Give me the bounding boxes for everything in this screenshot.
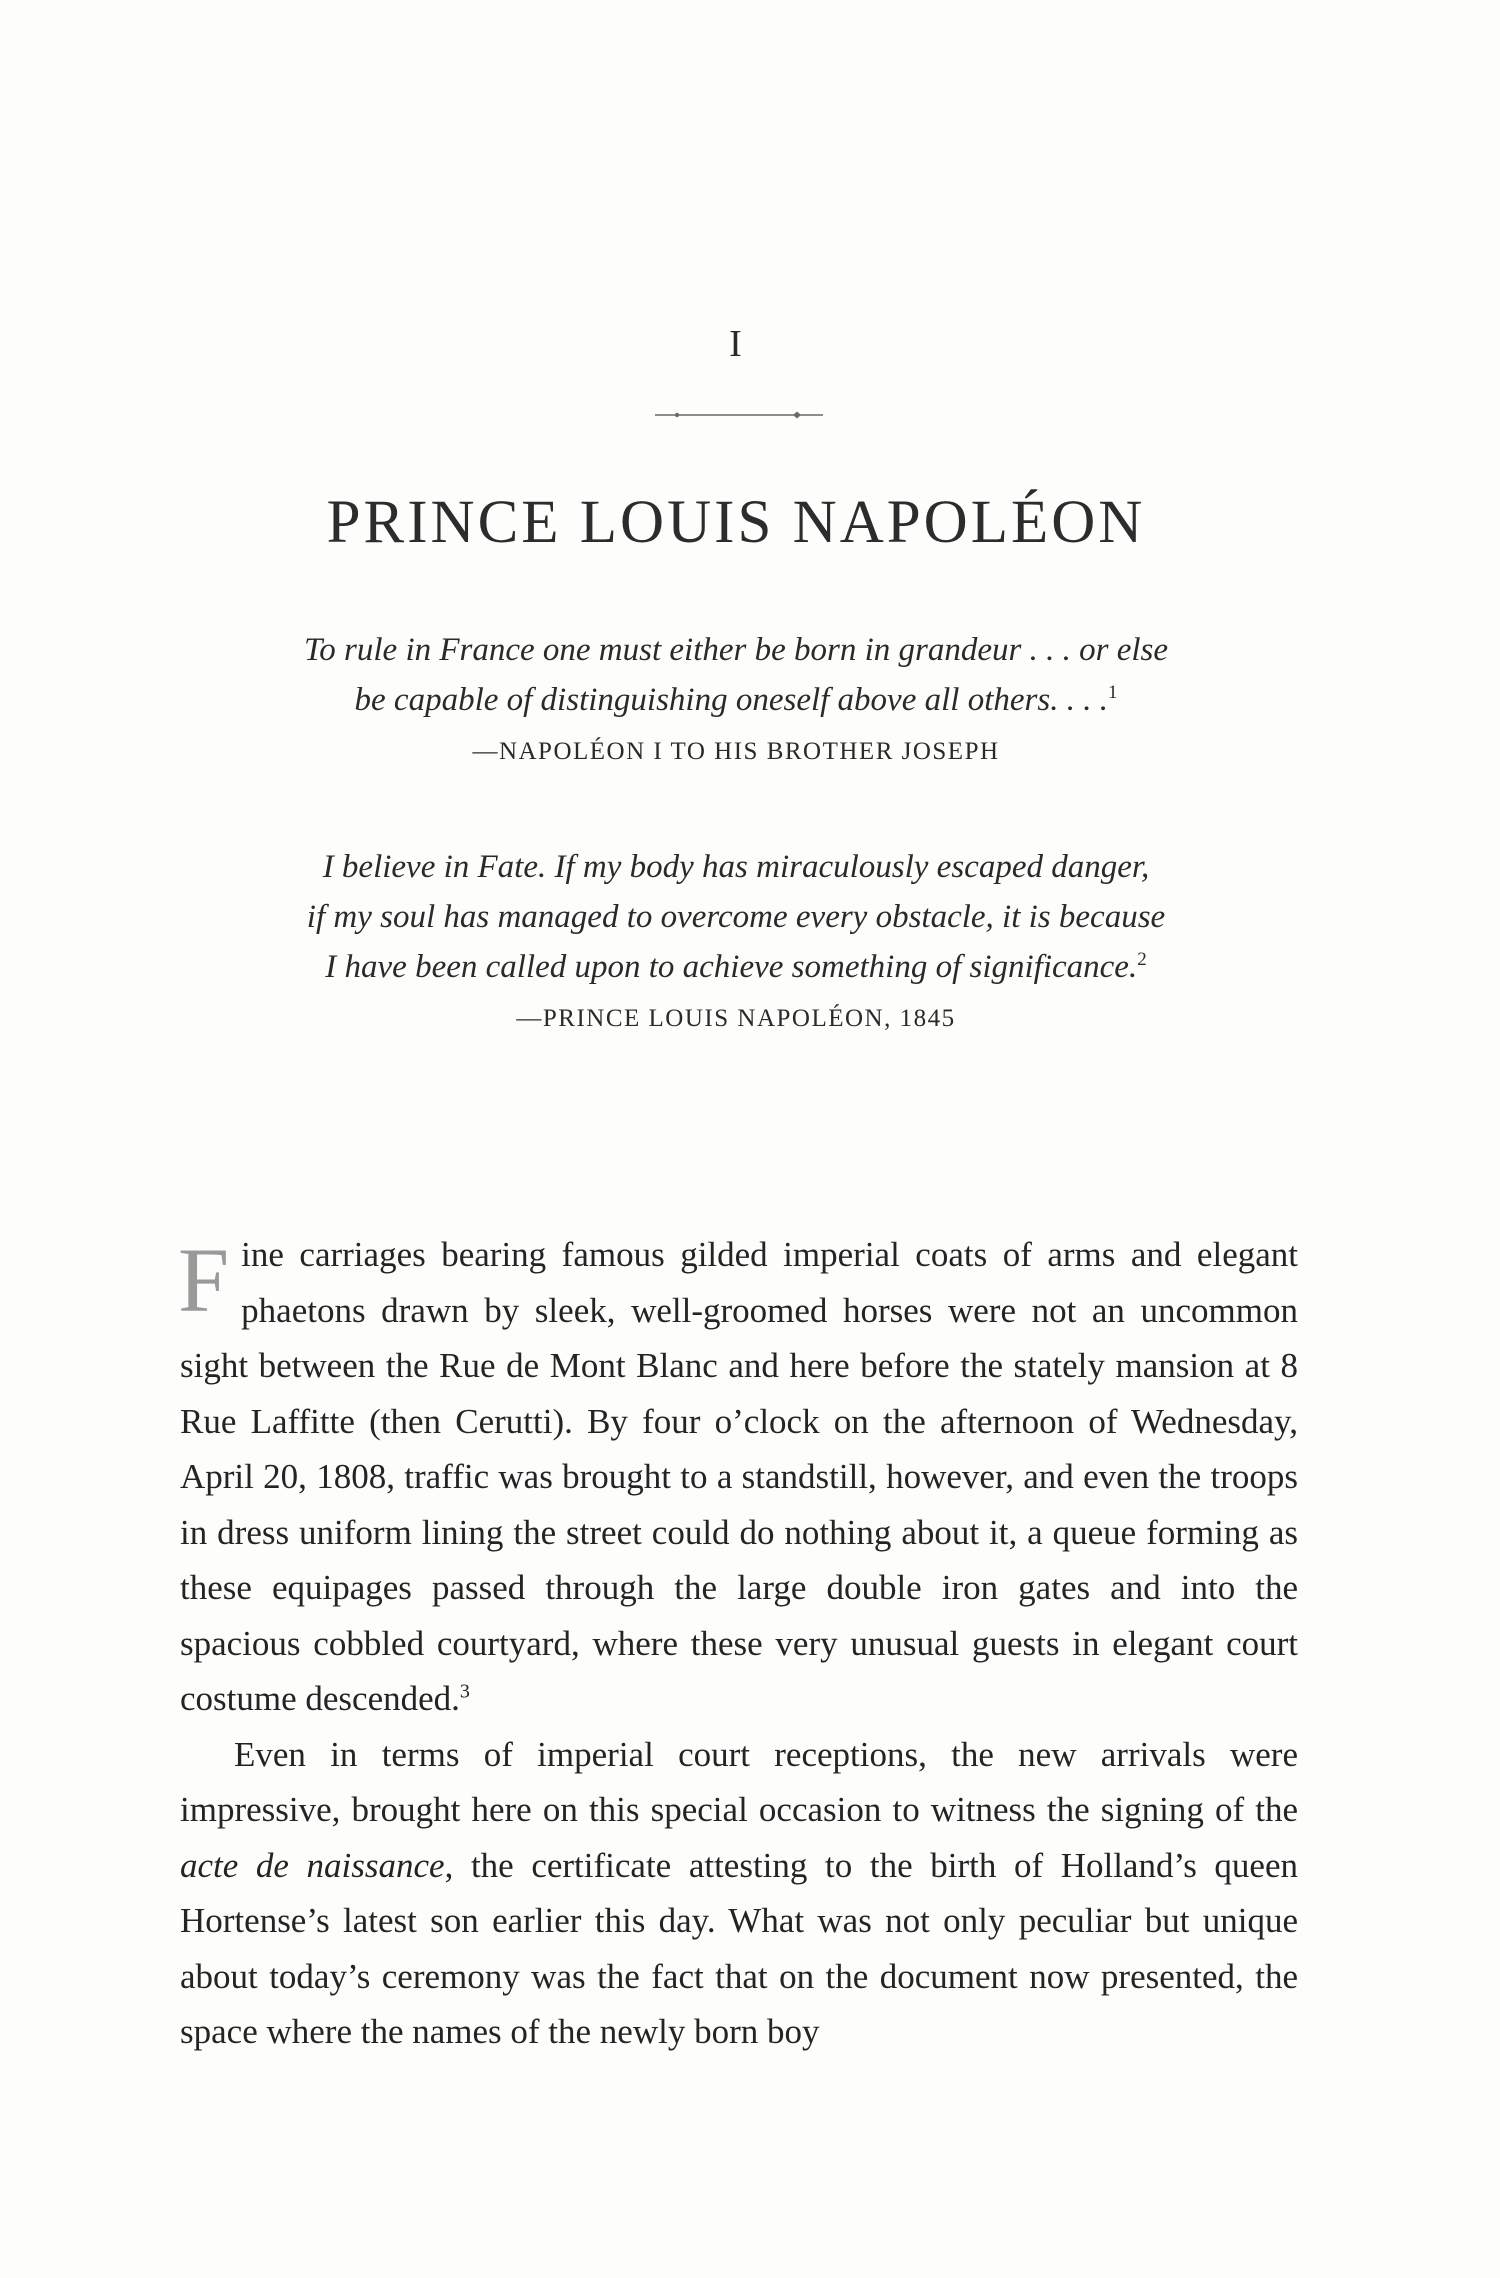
epigraph-line: To rule in France one must either be born in grandeur . . . or else	[303, 632, 1169, 668]
footnote-marker: 3	[459, 1680, 470, 1703]
epigraph-line: I have been called upon to achieve something of significance.$^2$	[325, 949, 1147, 985]
epigraph	[0, 625, 1472, 777]
paragraph: Fine carriages bearing famous gilded imperial coats of arms and elegant phaetons drawn by sleek, well-groomed horses were not an uncommon sight between the Rue de Mont Blanc and here before the stately mansion at 8 Rue Laffitte (then Cerutti). By four o’clock on the afternoon of Wednesday, April 20, 1808, traffic was brought to a standstill, however, and even the troops in dress uniform lining the street could do nothing about it, a queue forming as these equipages passed through the large double iron gates and into the spacious cobbled courtyard, where these very unusual guests in elegant court costume descended.$^3$	[178, 1229, 1298, 1718]
epigraph-line: if my soul has managed to overcome every obstacle, it is because	[306, 899, 1166, 935]
chapter-number: I	[729, 323, 743, 365]
epigraph-attribution: —NAPOLÉON I TO HIS BROTHER JOSEPH	[472, 738, 1000, 765]
epigraph-attribution: —PRINCE LOUIS NAPOLÉON, 1845	[516, 1005, 956, 1032]
footnote-marker: 1	[1107, 682, 1118, 703]
chapter-body	[180, 1227, 1298, 2060]
chapter-ornament	[655, 409, 823, 421]
epigraph	[0, 842, 1472, 1044]
epigraph-line: I believe in Fate. If my body has miraculously escaped danger,	[322, 849, 1150, 885]
italic-term: acte de naissance	[180, 1845, 445, 1885]
epigraph-line: be capable of distinguishing oneself above all others. . . .$^1$	[354, 682, 1118, 718]
drop-cap: F	[178, 1229, 230, 1331]
footnote-marker: 2	[1137, 949, 1147, 970]
paragraph: Even in terms of imperial court receptions, the new arrivals were impressive, brought here on this special occasion to witness the signing of the acte de naissance, the certificate attesting to the birth of Holland’s queen Hortense’s latest son earlier this day. What was not only peculiar but unique about today’s ceremony was the fact that on the document now presented, the space where the names of the newly born boy	[180, 1734, 1298, 2051]
chapter-title: PRINCE LOUIS NAPOLÉON	[326, 489, 1146, 556]
